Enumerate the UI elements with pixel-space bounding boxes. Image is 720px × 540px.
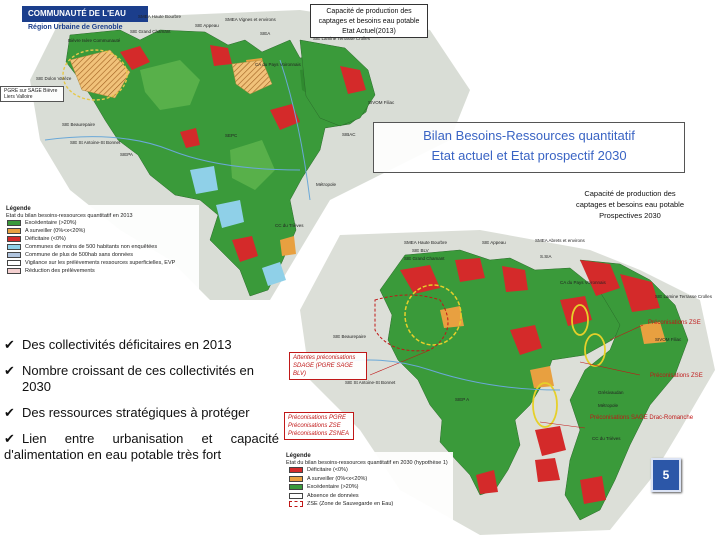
callout-2030-line1: Capacité de production des xyxy=(584,189,676,198)
map-label: CC du Trièves xyxy=(592,436,621,441)
legend-2030-item xyxy=(283,466,453,475)
legend-item-label: Absence de données xyxy=(307,492,359,499)
map-label: SIE Lamine Terrasse Crolles xyxy=(313,36,370,41)
map-label: CA du Pays Voironnais xyxy=(255,62,301,67)
legend-swatch xyxy=(289,493,303,499)
legend-2013-item xyxy=(4,267,199,275)
legend-item-label: ZSE (Zone de Sauvegarde en Eau) xyxy=(307,501,394,508)
map-label: SIE Beaurepaire xyxy=(62,122,96,127)
bullet-text: Lien entre urbanisation et capacité d'alimentation en eau potable très fort xyxy=(4,431,279,462)
map-label: SMEA Haute Bourbre xyxy=(138,14,182,19)
bullet-item xyxy=(4,405,286,421)
legend-item-label: A surveiller (0%<x<20%) xyxy=(25,228,86,234)
legend-swatch xyxy=(7,252,21,258)
callout-2013 xyxy=(310,4,428,38)
legend-2030-title: Légende xyxy=(286,453,311,459)
map-label: SMEA Abrets et environs xyxy=(535,238,585,243)
legend-item-label: Déficitaire (<0%) xyxy=(307,467,348,474)
map-2030-deficit xyxy=(455,258,485,282)
legend-2013-subtitle: Etat du bilan besoins-ressources quantitatif en 2013 xyxy=(6,213,133,219)
legend-item-label: Vigilance sur les prélèvements ressources superficielles, EVP xyxy=(25,260,176,266)
map-label: SIE Lamine Terrasse Crolles xyxy=(655,294,712,299)
slide-title-line1: Bilan Besoins-Ressources quantitatif xyxy=(423,128,635,143)
preco-multi-annotation xyxy=(284,412,354,440)
map-label: SIE St Antoine-St Bonnet xyxy=(70,140,121,145)
callout-2013-line3: Etat Actuel(2013) xyxy=(342,28,396,35)
legend-swatch xyxy=(7,260,21,266)
legend-2030-item xyxy=(283,492,453,501)
legend-item-label: Déficitaire (<0%) xyxy=(25,236,66,242)
callout-2013-line1: Capacité de production des xyxy=(326,8,412,15)
org-header: COMMUNAUTÉ DE L'EAU xyxy=(22,6,148,22)
legend-2013-item xyxy=(4,259,199,267)
bullet-text: Nombre croissant de ces collectivités en 2030 xyxy=(22,363,254,394)
legend-swatch xyxy=(289,501,303,507)
bullet-item xyxy=(4,363,286,395)
legend-2013-title: Légende xyxy=(6,206,31,212)
map-label: Grésivaudan xyxy=(598,390,624,395)
map-label: SIE Appeau xyxy=(482,240,506,245)
legend-item-label: Commune de plus de 500hab sans données xyxy=(25,252,133,258)
map-label: SIEP A xyxy=(455,397,470,402)
map-label: S.SIA xyxy=(540,254,552,259)
bullet-list xyxy=(4,337,286,473)
callout-2030 xyxy=(545,188,715,232)
check-icon: ✔ xyxy=(4,363,15,378)
preco-zse2-label: Préconisations ZSE xyxy=(650,373,703,379)
check-icon: ✔ xyxy=(4,431,15,446)
preco-zse-label: Préconisations ZSE xyxy=(648,320,701,326)
map-label: SIE BLV xyxy=(412,248,429,253)
legend-item-label: Communes de moins de 500 habitants non enquêtées xyxy=(25,244,158,250)
legend-2013 xyxy=(4,205,199,295)
legend-swatch xyxy=(7,236,21,242)
bullet-item xyxy=(4,337,286,353)
map-label: SIEPA xyxy=(120,152,133,157)
legend-2030-item xyxy=(283,475,453,484)
map-label: Métropole xyxy=(316,182,337,187)
map-label: SEPC xyxy=(225,133,238,138)
region-label: Région Urbaine de Grenoble xyxy=(28,24,123,31)
legend-2030-item xyxy=(283,500,453,509)
map-2030-deficit xyxy=(580,476,606,504)
preco-multi-line2: Préconisations ZSE xyxy=(288,423,341,429)
map-2030-deficit xyxy=(502,266,528,292)
map-label: SIE Beaurepaire xyxy=(333,334,367,339)
map-label: SIE Grand Chamant xyxy=(130,29,171,34)
map-label: SIEA xyxy=(260,31,271,36)
map-label: Bièvre Isère Communauté xyxy=(68,38,121,43)
map-label: SIE Grand Chamant xyxy=(404,256,445,261)
map-label: CA du Pays Voironnais xyxy=(560,280,606,285)
callout-2030-line3: Prospectives 2030 xyxy=(599,211,661,220)
map-label: SIE St Antoine-St Bonnet xyxy=(345,380,396,385)
callout-2030-line2: captages et besoins eau potable xyxy=(576,200,684,209)
map-label: CC du Trièves xyxy=(275,223,304,228)
legend-2030-item xyxy=(283,483,453,492)
check-icon: ✔ xyxy=(4,405,15,420)
legend-item-label: Excédentaire (>20%) xyxy=(307,484,359,491)
slide-title xyxy=(373,122,685,173)
legend-item-label: Excédentaire (>20%) xyxy=(25,220,77,226)
bullet-text: Des ressources stratégiques à protéger xyxy=(22,405,250,420)
legend-swatch xyxy=(7,228,21,234)
map-label: SIVOM Filiac xyxy=(655,337,682,342)
bullet-text: Des collectivités déficitaires en 2013 xyxy=(22,337,232,352)
attentes-annotation: Attentes préconisations SDAGE (PGRE SAGE BLV) xyxy=(289,352,367,380)
check-icon: ✔ xyxy=(4,337,15,352)
slide-title-line2: Etat actuel et Etat prospectif 2030 xyxy=(431,148,627,163)
map-label: Métropole xyxy=(598,403,619,408)
map-label: SMEA Haute Bourbre xyxy=(404,240,448,245)
legend-item-label: A surveiller (0%<x<20%) xyxy=(307,475,368,482)
map-label: SIE Appeau xyxy=(195,23,219,28)
legend-swatch xyxy=(7,268,21,274)
legend-swatch xyxy=(289,476,303,482)
legend-2013-item xyxy=(4,227,199,235)
pgre-annotation: PGRE sur SAGE Bièvre Liers Valloire xyxy=(0,86,64,102)
preco-sage-label: Préconisations SAGE Drac-Romanche xyxy=(590,415,694,421)
legend-swatch xyxy=(7,244,21,250)
preco-multi-line1: Préconisations PGRE xyxy=(288,415,347,421)
legend-2013-item xyxy=(4,235,199,243)
legend-swatch xyxy=(7,220,21,226)
legend-2013-item xyxy=(4,251,199,259)
bullet-item xyxy=(4,431,279,463)
legend-2013-item xyxy=(4,243,199,251)
callout-2013-line2: captages et besoins eau potable xyxy=(318,18,420,25)
legend-swatch xyxy=(289,467,303,473)
page-number: 5 xyxy=(651,458,681,492)
legend-2013-item xyxy=(4,219,199,227)
legend-2030-subtitle: Etat du bilan besoins-ressources quantitatif en 2030 (hypothèse 1) xyxy=(286,460,448,466)
map-label: SIBAC xyxy=(342,132,356,137)
preco-multi-line3: Préconisations ZSNEA xyxy=(288,431,350,437)
legend-swatch xyxy=(289,484,303,490)
legend-2030 xyxy=(283,452,453,538)
map-label: SMEA Vignes et environs xyxy=(225,17,276,22)
map-label: SIVOM Filiac xyxy=(368,100,395,105)
map-label: SIE Dolon Varèze xyxy=(36,76,72,81)
legend-item-label: Réduction des prélèvements xyxy=(25,268,95,274)
